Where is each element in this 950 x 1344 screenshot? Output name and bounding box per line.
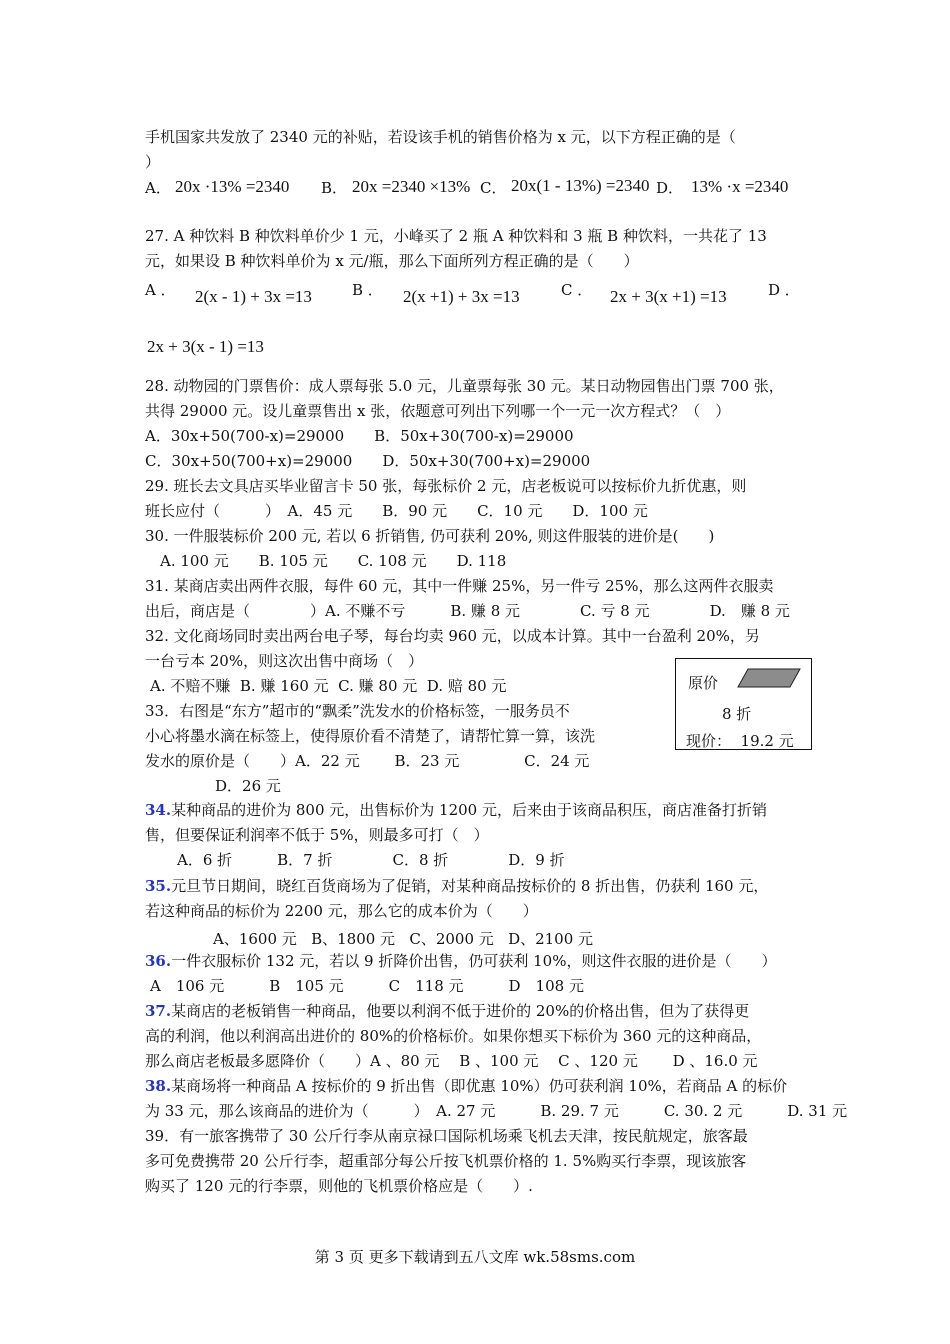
q27-option-c-equation: 2x + 3(x +1) =13	[610, 287, 727, 306]
q26-option-a-label: A．	[145, 179, 171, 197]
q30-options: A. 100 元 B. 105 元 C. 108 元 D. 118	[160, 552, 507, 570]
price-tag	[675, 658, 812, 750]
q26-option-b-equation: 20x =2340 ×13%	[352, 177, 471, 196]
q27-option-a-equation: 2(x - 1) + 3x =13	[195, 287, 312, 306]
q28-line-1: 28. 动物园的门票售价：成人票每张 5.0 元，儿童票每张 30 元。某日动物园售出门票 700 张，	[145, 377, 784, 395]
q27-line-2: 元，如果设 B 种饮料单价为 x 元/瓶，那么下面所列方程正确的是（ ）	[145, 252, 639, 270]
price-tag-discount: 8 折	[722, 705, 752, 723]
q35-number: 35.	[145, 877, 172, 895]
q31-line-1: 31. 某商店卖出两件衣服，每件 60 元，其中一件赚 25%，另一件亏 25%，那么这两件衣服卖	[145, 577, 774, 595]
q39-line-1: 39．有一旅客携带了 30 公斤行李从南京禄口国际机场乘飞机去天津，按民航规定，旅客最	[145, 1127, 748, 1145]
q31-line-2: 出后，商店是（ ）A. 不赚不亏 B. 赚 8 元 C. 亏 8 元 D. 赚 8 元	[145, 602, 790, 620]
q39-line-2: 多可免费携带 20 公斤行李，超重部分每公斤按飞机票价格的 1. 5%购买行李票，现该旅客	[145, 1152, 747, 1170]
q28-options-ab: A．30x+50(700-x)=29000 B．50x+30(700-x)=29000	[145, 427, 574, 445]
q29-line-2: 班长应付（ ） A．45 元 B．90 元 C．10 元 D．100 元	[145, 502, 648, 520]
q36-text: 一件衣服标价 132 元，若以 9 折降价出售，仍可获利 10%，则这件衣服的进价是（ ）	[171, 952, 777, 970]
q37-text: 某商店的老板销售一种商品，他要以利润不低于进价的 20%的价格出售，但为了获得更	[171, 1002, 750, 1020]
q32-line-1: 32. 文化商场同时卖出两台电子琴，每台均卖 960 元，以成本计算。其中一台盈利 20%，另	[145, 627, 760, 645]
q34-text: 某种商品的进价为 800 元，出售标价为 1200 元，后来由于该商品积压，商店准备打折销	[171, 801, 767, 819]
q38-line-1	[145, 1076, 787, 1096]
q35-line-1	[145, 876, 768, 896]
q38-line-2: 为 33 元，那么该商品的进价为（ ） A. 27 元 B. 29. 7 元 C. 30. 2 元 D. 31 元	[145, 1102, 848, 1120]
q33-option-d: D．26 元	[215, 777, 281, 795]
q37-number: 37.	[145, 1002, 172, 1020]
q35-text: 元旦节日期间，晓红百货商场为了促销，对某种商品按标价的 8 折出售，仍获利 160 元，	[171, 877, 769, 895]
q26-option-b-label: B．	[321, 179, 348, 197]
q36-number: 36.	[145, 952, 172, 970]
q26-option-d-label: D．	[656, 179, 684, 197]
q27-option-d-label: D ．	[768, 281, 800, 299]
page-footer: 第 3 页 更多下载请到五八文库 wk.58sms.com	[314, 1248, 636, 1266]
q33-line-2: 小心将墨水滴在标签上，使得原价看不清楚了，请帮忙算一算，该洗	[145, 727, 596, 745]
q38-text: 某商场将一种商品 A 按标价的 9 折出售（即优惠 10%）仍可获利润 10%，若商品 A 的标价	[171, 1077, 788, 1095]
q34-options: A．6 折 B．7 折 C．8 折 D．9 折	[177, 851, 565, 869]
price-tag-current-price: 现价： 19.2 元	[686, 732, 794, 750]
q27-option-b-label: B ．	[352, 281, 383, 299]
q37-line-3: 那么商店老板最多愿降价（ ）A 、80 元 B 、100 元 C 、120 元 D 、16.0 元	[145, 1052, 758, 1070]
q35-options: A、1600 元 B、1800 元 C、2000 元 D、2100 元	[213, 930, 594, 948]
q34-line-1	[145, 800, 767, 820]
q27-option-a-label: A ．	[145, 281, 176, 299]
q26-option-c-label: C．	[480, 179, 507, 197]
q39-line-3: 购买了 120 元的行李票，则他的飞机票价格应是（ ）.	[145, 1177, 533, 1195]
ink-blot-icon	[736, 668, 802, 690]
q35-line-2: 若这种商品的标价为 2200 元，那么它的成本价为（ ）	[145, 902, 538, 920]
q26-option-d-equation: 13% ·x =2340	[691, 177, 789, 196]
q34-line-2: 售，但要保证利润率不低于 5%，则最多可打（ ）	[145, 826, 489, 844]
q27-option-b-equation: 2(x +1) + 3x =13	[403, 287, 520, 306]
q29-line-1: 29. 班长去文具店买毕业留言卡 50 张，每张标价 2 元，店老板说可以按标价九折优惠，则	[145, 477, 747, 495]
q26-option-a-equation: 20x ·13% =2340	[175, 177, 290, 196]
q28-line-2: 共得 29000 元。设儿童票售出 x 张，依题意可列出下列哪一个一元一次方程式？（ ）	[145, 402, 731, 420]
q26-line-2: ）	[145, 153, 161, 171]
q34-number: 34.	[145, 801, 172, 819]
q27-option-d-equation: 2x + 3(x - 1) =13	[147, 337, 264, 356]
price-tag-original-label: 原价	[688, 674, 719, 692]
q28-options-cd: C．30x+50(700+x)=29000 D．50x+30(700+x)=29000	[145, 452, 591, 470]
q32-options: A. 不赔不赚 B. 赚 160 元 C. 赚 80 元 D. 赔 80 元	[150, 677, 507, 695]
q36-line-1	[145, 951, 776, 971]
q27-line-1: 27. A 种饮料 B 种饮料单价少 1 元，小峰买了 2 瓶 A 种饮料和 3 瓶 B 种饮料，一共花了 13	[145, 227, 767, 245]
q33-line-1: 33．右图是“东方”超市的“飘柔”洗发水的价格标签，一服务员不	[145, 702, 570, 720]
q26-option-c-equation: 20x(1 - 13%) =2340	[511, 176, 650, 195]
q27-option-c-label: C ．	[561, 281, 593, 299]
q26-line-1: 手机国家共发放了 2340 元的补贴，若设该手机的销售价格为 x 元，以下方程正确的是（	[145, 128, 736, 146]
q36-options: A 106 元 B 105 元 C 118 元 D 108 元	[150, 977, 584, 995]
q30-line-1: 30. 一件服装标价 200 元, 若以 6 折销售, 仍可获利 20%, 则这件服装的进价是( )	[145, 527, 715, 545]
q33-line-3: 发水的原价是（ ）A．22 元 B．23 元 C．24 元	[145, 752, 590, 770]
q37-line-1	[145, 1001, 749, 1021]
q37-line-2: 高的利润，他以利润高出进价的 80%的价格标价。如果你想买下标价为 360 元的这种商品，	[145, 1027, 762, 1045]
q38-number: 38.	[145, 1077, 172, 1095]
q32-line-2: 一台亏本 20%，则这次出售中商场（ ）	[145, 652, 424, 670]
